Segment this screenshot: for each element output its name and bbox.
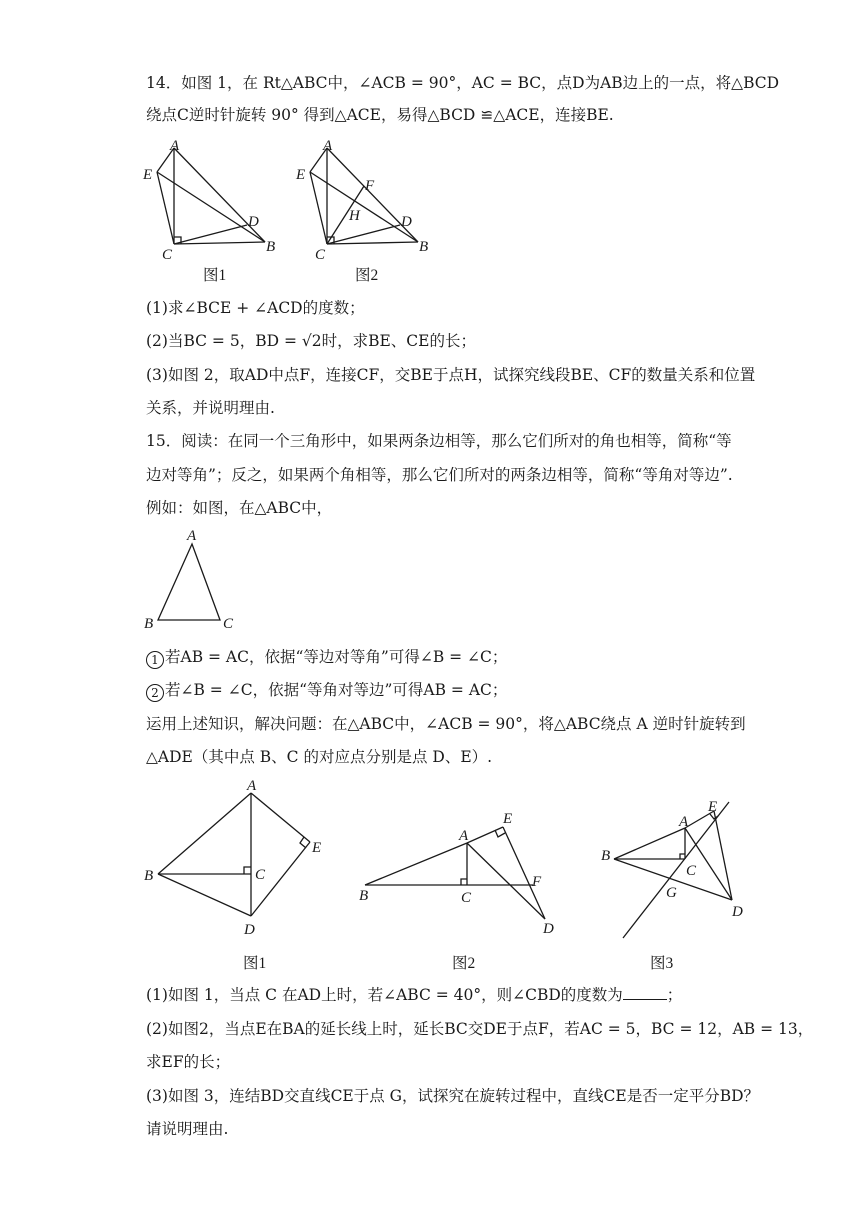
q15-example: 例如：如图，在△ABC中， bbox=[146, 499, 333, 517]
q15-f3-label-D: D bbox=[732, 904, 743, 920]
q15-f2-label-E: E bbox=[503, 811, 513, 827]
q15-read-line1: 15．阅读：在同一个三角形中，如果两条边相等，那么它们所对的角也相等，简称“等 bbox=[146, 432, 732, 450]
q15-f2-label-F: F bbox=[532, 874, 542, 890]
q15-apply-line1: 运用上述知识，解决问题：在△ABC中，∠ACB = 90°，将△ABC绕点 A 逆时针旋转到 bbox=[146, 715, 746, 733]
q14-intro-line1: 14．如图 1，在 Rt△ABC中，∠ACB = 90°，AC = BC，点D为AB边上的一点，将△BCD bbox=[146, 74, 780, 92]
q14-f2-label-D: D bbox=[401, 214, 412, 230]
q15-f1-label-E: E bbox=[312, 840, 322, 856]
q14-f2-label-B: B bbox=[419, 239, 429, 255]
q15-fig2-caption: 图2 bbox=[452, 955, 476, 972]
q15-fig3-caption: 图3 bbox=[650, 955, 674, 972]
q15-example-triangle bbox=[140, 526, 250, 632]
q15-f3-label-A: A bbox=[679, 814, 689, 830]
q15-part1-end: ； bbox=[666, 986, 683, 1004]
q14-part3-line1: (3)如图 2，取AD中点F，连接CF，交BE于点H，试探究线段BE、CF的数量关系和位置 bbox=[146, 366, 756, 384]
q15-item2 bbox=[146, 679, 507, 702]
q15-part1-text: (1)如图 1，当点 C 在AD上时，若∠ABC = 40°，则∠CBD的度数为 bbox=[146, 986, 623, 1004]
q15-f2-label-B: B bbox=[359, 888, 369, 904]
q15-part2-line2: 求EF的长； bbox=[146, 1053, 231, 1071]
q14-part2: (2)当BC = 5，BD = √2时，求BE、CE的长； bbox=[146, 332, 476, 350]
q15-apply-line2: △ADE（其中点 B、C 的对应点分别是点 D、E）. bbox=[146, 748, 493, 766]
q14-f1-label-D: D bbox=[248, 214, 259, 230]
q15-f1-label-C: C bbox=[255, 867, 266, 883]
q14-f1-label-B: B bbox=[266, 239, 276, 255]
q15-f1-label-B: B bbox=[144, 868, 154, 884]
q14-f2-label-F: F bbox=[365, 178, 375, 194]
q15-f1-label-A: A bbox=[247, 778, 257, 794]
item2-number: 2 bbox=[146, 684, 164, 702]
q14-f1-label-C: C bbox=[162, 247, 173, 263]
q14-part3-line2: 关系，并说明理由. bbox=[146, 399, 275, 417]
q15-f2-label-D: D bbox=[543, 921, 554, 937]
q15-part2-line1: (2)如图2，当点E在BA的延长线上时，延长BC交DE于点F，若AC = 5，BC = 12，AB = 13， bbox=[146, 1020, 814, 1038]
q15-f3-label-E: E bbox=[708, 799, 718, 815]
item2-text: 若∠B = ∠C，依据“等角对等边”可得AB = AC； bbox=[165, 681, 508, 699]
answer-blank bbox=[623, 985, 667, 1000]
q14-fig2-caption: 图2 bbox=[355, 267, 379, 284]
q15-f1-label-D: D bbox=[244, 922, 255, 938]
q14-f2-label-A: A bbox=[323, 138, 333, 154]
q15-fig1-caption: 图1 bbox=[243, 955, 267, 972]
q15-item1 bbox=[146, 646, 507, 669]
q14-f2-label-E: E bbox=[296, 167, 306, 183]
q15-f3-label-C: C bbox=[686, 863, 697, 879]
q15-figure-1 bbox=[140, 776, 340, 941]
q15-figure-2 bbox=[355, 805, 575, 940]
q14-intro-line2: 绕点C逆时针旋转 90° 得到△ACE，易得△BCD ≌△ACE，连接BE. bbox=[146, 106, 614, 124]
q15-part3-line1: (3)如图 3，连结BD交直线CE于点 G，试探究在旋转过程中，直线CE是否一定平分BD？ bbox=[146, 1087, 760, 1105]
q14-figure-1 bbox=[140, 138, 285, 263]
q14-f2-label-C: C bbox=[315, 247, 326, 263]
q15-f3-label-B: B bbox=[601, 848, 611, 864]
q15-ex-label-C: C bbox=[223, 616, 234, 632]
q15-part1 bbox=[146, 984, 682, 1006]
q15-figure-3 bbox=[598, 798, 768, 943]
q14-fig1-caption: 图1 bbox=[203, 267, 227, 284]
item1-number: 1 bbox=[146, 651, 164, 669]
q15-part3-line2: 请说明理由. bbox=[146, 1120, 229, 1138]
q15-read-line2: 边对等角”；反之，如果两个角相等，那么它们所对的两条边相等，简称“等角对等边”. bbox=[146, 466, 733, 484]
q15-f2-label-A: A bbox=[459, 828, 469, 844]
q14-f1-label-A: A bbox=[170, 138, 180, 154]
q14-figure-2 bbox=[293, 138, 438, 263]
q15-f2-label-C: C bbox=[461, 890, 472, 906]
q14-f2-label-H: H bbox=[349, 208, 360, 224]
q15-ex-label-B: B bbox=[144, 616, 154, 632]
q14-f1-label-E: E bbox=[143, 167, 153, 183]
q14-part1: (1)求∠BCE + ∠ACD的度数； bbox=[146, 299, 365, 317]
q15-f3-label-G: G bbox=[666, 885, 677, 901]
item1-text: 若AB = AC，依据“等边对等角”可得∠B = ∠C； bbox=[165, 648, 508, 666]
q15-ex-label-A: A bbox=[187, 528, 197, 544]
